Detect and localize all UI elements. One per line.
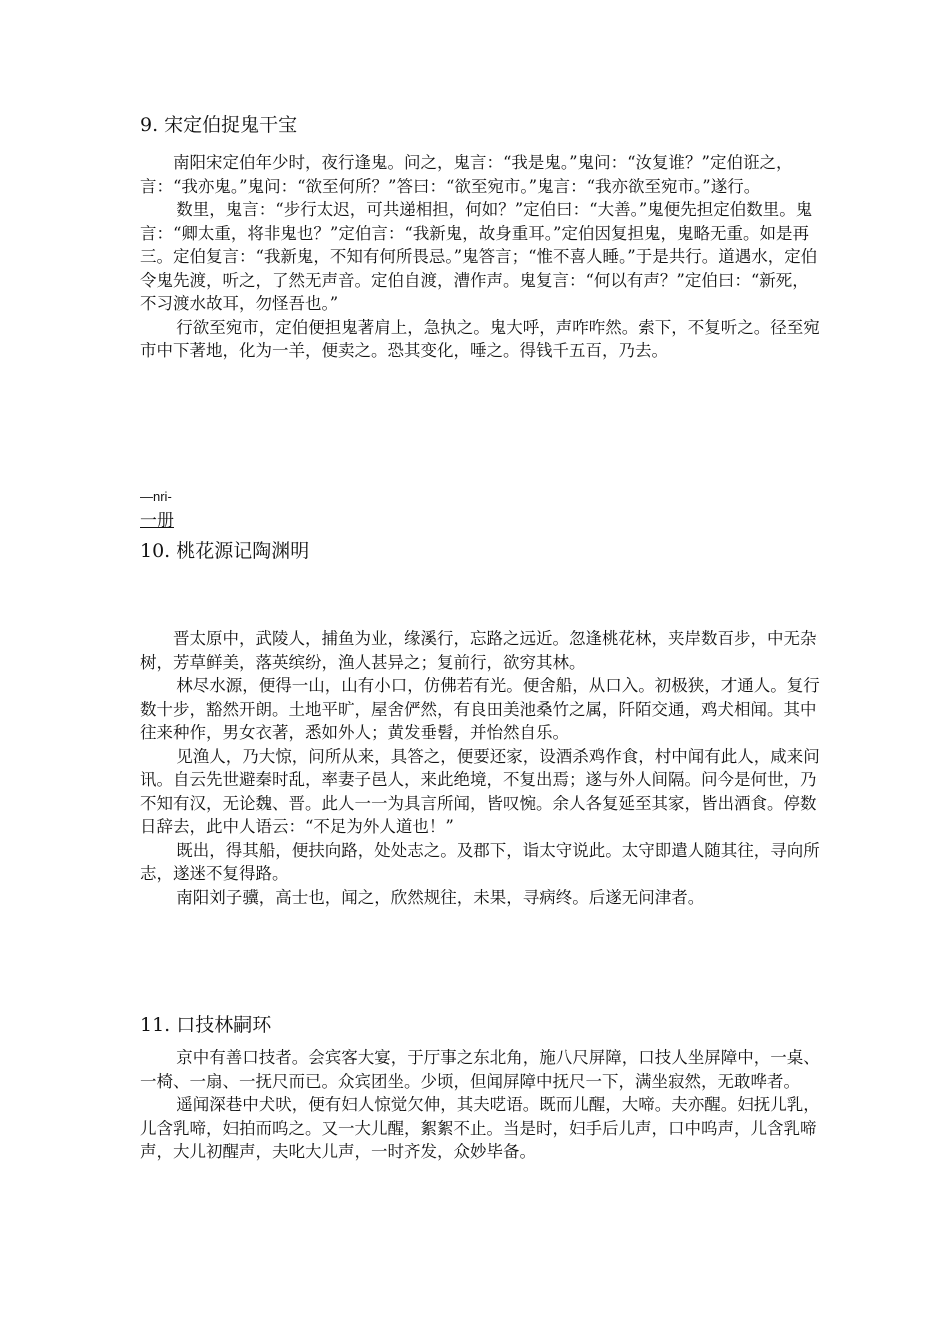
section-body-9 [140,151,820,363]
paragraph: 数里，鬼言：“步行太迟，可共递相担，何如？”定伯曰：“大善。”鬼便先担定伯数里。鬼言：“卿太重，将非鬼也？”定伯言：“我新鬼，故身重耳。”定伯因复担鬼，鬼略无重。如是再三。定伯复言：“我新鬼，不知有何所畏忌。”鬼答言；“惟不喜人睡。”于是共行。道遇水，定伯令鬼先渡，听之，了然无声音。定伯自渡，漕作声。鬼复言：“何以有声？”定伯曰：“新死，不习渡水故耳，勿怪吾也。” [140,200,818,313]
paragraph: 既出，得其船，便扶向路，处处志之。及郡下，诣太守说此。太守即遣人随其往，寻向所志，遂迷不复得路。 [140,840,820,883]
section-body-11 [140,1046,820,1164]
paragraph: 京中有善口技者。会宾客大宴，于厅事之东北角，施八尺屏障，口技人坐屏障中，一桌、一椅、一扇、一抚尺而已。众宾团坐。少顷，但闻屏障中抚尺一下，满坐寂然，无敢哗者。 [140,1048,820,1091]
paragraph: 晋太原中，武陵人，捕鱼为业，缘溪行，忘路之远近。忽逢桃花林，夹岸数百步，中无杂树，芳草鲜美，落英缤纷，渔人甚异之；复前行，欲穷其林。 [140,629,817,672]
page-footer-mark: —nri- [140,489,172,504]
paragraph: 行欲至宛市，定伯便担鬼著肩上，急执之。鬼大呼，声咋咋然。索下，不复听之。径至宛市中下著地，化为一羊，便卖之。恐其变化，唾之。得钱千五百，乃去。 [140,317,820,360]
section-title-11: 11. 口技林嗣环 [140,1014,272,1036]
paragraph: 林尽水源，便得一山，山有小口，仿佛若有光。便舍船，从口入。初极狭，才通人。复行数十步，豁然开朗。土地平旷，屋舍俨然，有良田美池桑竹之属，阡陌交通，鸡犬相闻。其中往来种作，男女衣著，悉如外人；黄发垂髫，并怡然自乐。 [140,676,820,742]
volume-label: 一册 [140,511,174,531]
section-title-9: 9. 宋定伯捉鬼干宝 [140,114,298,136]
paragraph: 南阳刘子骥，高士也，闻之，欣然规往，未果，寻病终。后遂无问津者。 [176,887,705,907]
paragraph: 南阳宋定伯年少时，夜行逢鬼。问之，鬼言：“我是鬼。”鬼问：“汝复谁？”定伯诳之，言：“我亦鬼。”鬼问：“欲至何所？”答曰：“欲至宛市。”鬼言：“我亦欲至宛市。”遂行。 [140,153,793,196]
section-title-10: 10. 桃花源记陶渊明 [140,540,310,562]
paragraph: 遥闻深巷中犬吠，便有妇人惊觉欠伸，其夫呓语。既而儿醒，大啼。夫亦醒。妇抚儿乳，儿含乳啼，妇拍而呜之。又一大儿醒，絮絮不止。当是时，妇手后儿声，口中呜声，儿含乳啼声，大儿初醒声，夫叱大儿声，一时齐发，众妙毕备。 [140,1095,820,1161]
section-body-10 [140,627,820,909]
paragraph: 见渔人，乃大惊，问所从来，具答之，便要还家，设酒杀鸡作食，村中闻有此人，咸来问讯。自云先世避秦时乱，率妻子邑人，来此绝境，不复出焉；遂与外人间隔。问今是何世，乃不知有汉，无论魏、晋。此人一一为具言所闻，皆叹惋。余人各复延至其家，皆出酒食。停数日辞去，此中人语云：“不足为外人道也！” [140,746,820,836]
